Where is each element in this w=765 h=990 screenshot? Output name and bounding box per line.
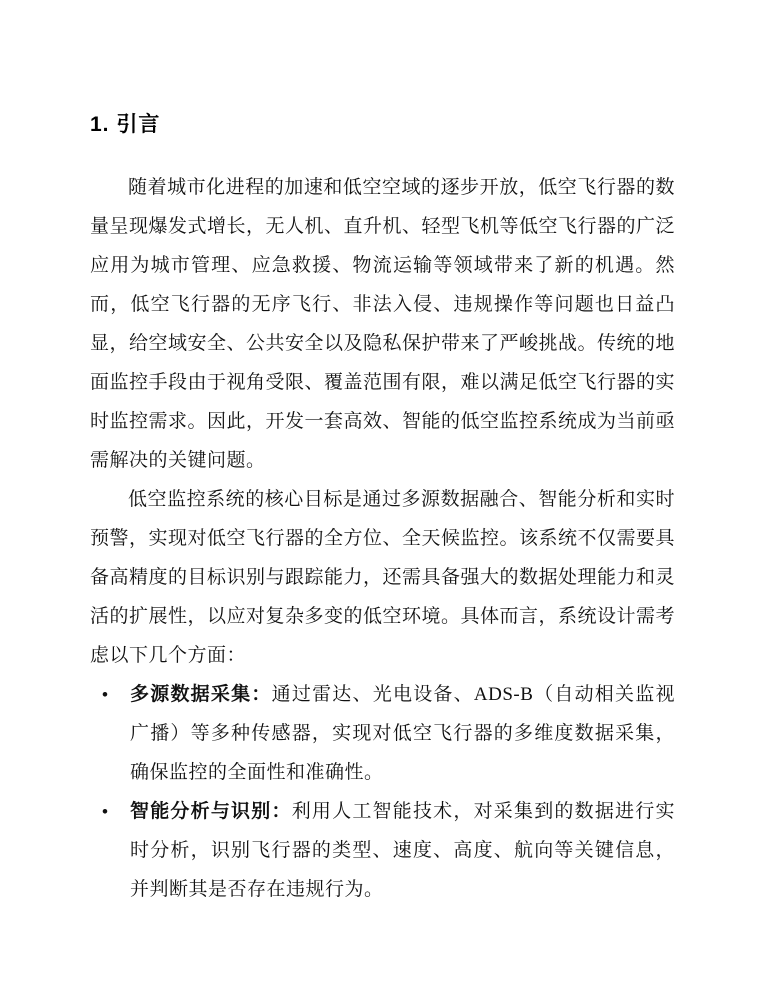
bullet-label: 多源数据采集： [130, 684, 272, 705]
bullet-body: 利用人工智能技术，对采集到的数据进行实时分析，识别飞行器的类型、速度、高度、航向等关键信息，并判断其是否存在违规行为。 [130, 801, 675, 900]
bullet-icon: • [102, 802, 109, 821]
bullet-icon: • [102, 685, 109, 704]
bullet-item-data-collection [90, 675, 675, 792]
section-heading: 1. 引言 [90, 113, 161, 136]
bullet-label: 智能分析与识别： [130, 801, 292, 822]
bullet-body: 通过雷达、光电设备、ADS-B（自动相关监视广播）等多种传感器，实现对低空飞行器的多维度数据采集，确保监控的全面性和准确性。 [130, 684, 675, 783]
paragraph-intro: 随着城市化进程的加速和低空空域的逐步开放，低空飞行器的数量呈现爆发式增长，无人机、直升机、轻型飞机等低空飞行器的广泛应用为城市管理、应急救援、物流运输等领域带来了新的机遇。然而，低空飞行器的无序飞行、非法入侵、违规操作等问题也日益凸显，给空域安全、公共安全以及隐私保护带来了严峻挑战。传统的地面监控手段由于视角受限、覆盖范围有限，难以满足低空飞行器的实时监控需求。因此，开发一套高效、智能的低空监控系统成为当前亟需解决的关键问题。 [90, 177, 676, 471]
bullet-list [90, 675, 675, 909]
paragraph-goals: 低空监控系统的核心目标是通过多源数据融合、智能分析和实时预警，实现对低空飞行器的全方位、全天候监控。该系统不仅需要具备高精度的目标识别与跟踪能力，还需具备强大的数据处理能力和灵活的扩展性，以应对复杂多变的低空环境。具体而言，系统设计需考虑以下几个方面： [90, 489, 676, 666]
bullet-item-analysis [90, 792, 675, 909]
